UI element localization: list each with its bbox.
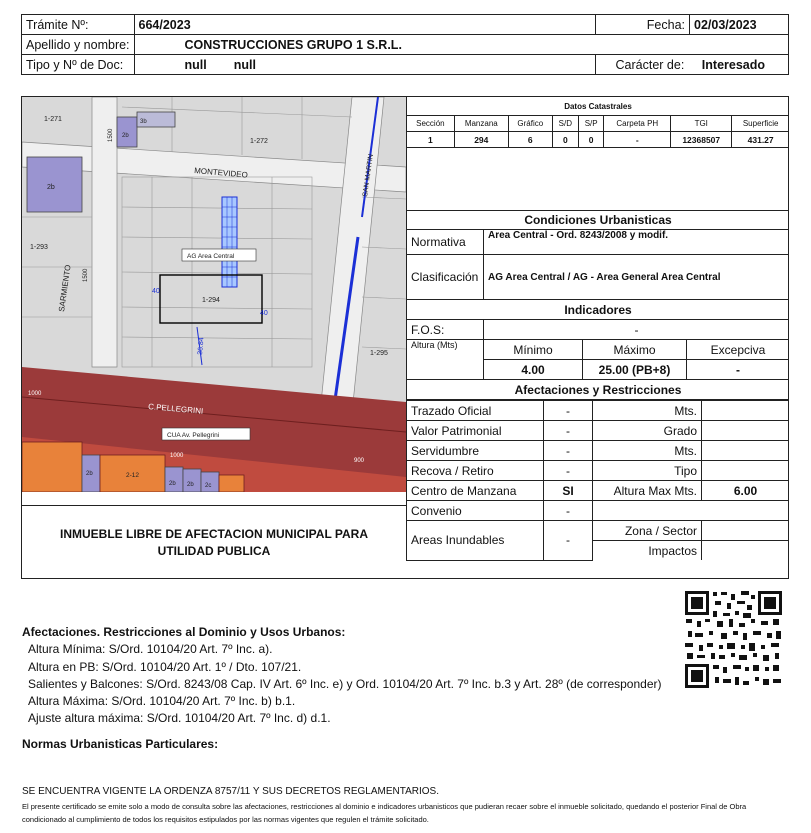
nombre-value: CONSTRUCCIONES GRUPO 1 S.R.L.	[134, 35, 788, 55]
impactos-blank	[702, 541, 790, 561]
map-label-1295: 1-295	[370, 350, 388, 357]
maximo-label: Máximo	[583, 340, 687, 360]
map-label-900: 900	[354, 458, 365, 464]
map-label-1271: 1-271	[44, 116, 62, 123]
afect-row-value: -	[544, 441, 593, 461]
excepcional-value: -	[687, 360, 790, 380]
map-label-ag-area: AG Area Central	[187, 253, 235, 260]
tramite-label: Trámite Nº:	[22, 15, 135, 35]
convenio-value: -	[544, 501, 593, 521]
catastro-title: Datos Catastrales	[407, 97, 790, 116]
cat-value-manzana: 294	[454, 132, 508, 148]
map-label-1500b: 1500	[83, 268, 89, 282]
centro-value: SI	[544, 481, 593, 501]
map-label-1500a: 1500	[108, 128, 114, 142]
qr-code	[683, 589, 784, 690]
minimo-value: 4.00	[484, 360, 583, 380]
maximo-value: 25.00 (PB+8)	[583, 360, 687, 380]
cat-header-manzana: Manzana	[454, 116, 508, 132]
restriccion-line: Altura Mínima: S/Ord. 10104/20 Art. 7º Inc. a).	[28, 642, 273, 657]
zone-label-2b-1: 2b	[47, 184, 55, 191]
cat-header-grafico: Gráfico	[508, 116, 552, 132]
doc-tipo: null	[184, 57, 207, 72]
altura-max-label: Altura Max Mts.	[593, 481, 702, 501]
map-label-40a: 40	[152, 288, 160, 295]
afect-row-value: -	[544, 401, 593, 421]
fecha-value: 02/03/2023	[690, 15, 789, 35]
afect-row-label: Recova / Retiro	[407, 461, 544, 481]
cat-header-tgi: TGI	[671, 116, 732, 132]
indicadores-title: Indicadores	[407, 300, 790, 320]
afect-row-unit: Grado	[593, 421, 702, 441]
zone-label-2c: 2c	[205, 483, 212, 489]
doc-values	[134, 55, 595, 75]
map-label-sarmiento: SARMIENTO	[57, 264, 73, 313]
restricciones-title: Afectaciones. Restricciones al Dominio y Usos Urbanos:	[22, 625, 346, 639]
convenio-blank	[593, 501, 790, 521]
fos-label: F.O.S:	[407, 320, 484, 340]
nombre-label: Apellido y nombre:	[22, 35, 135, 55]
convenio-label: Convenio	[407, 501, 544, 521]
afect-row-unit: Mts.	[593, 401, 702, 421]
afect-row-blank	[702, 461, 790, 481]
excepcional-label: Excepciva	[687, 340, 790, 360]
restricciones-section	[22, 624, 662, 728]
clasificacion-value: AG Area Central / AG - Area General Area Central	[484, 255, 790, 300]
doc-label: Tipo y Nº de Doc:	[22, 55, 135, 75]
impactos-label: Impactos	[593, 541, 702, 561]
cadastral-map-svg	[22, 97, 406, 492]
map-label-1272: 1-272	[250, 138, 268, 145]
map-label-212: 2-12	[126, 472, 140, 479]
centro-label: Centro de Manzana	[407, 481, 544, 501]
zona-blank	[702, 521, 790, 541]
map-label-40b: 40	[260, 310, 268, 317]
restriccion-line: Ajuste altura máxima: S/Ord. 10104/20 Art. 7º Inc. d) d.1.	[28, 711, 331, 726]
zone-label-2b-4: 2b	[169, 481, 176, 487]
normas-title: Normas Urbanisticas Particulares:	[22, 737, 219, 751]
cat-header-carpeta: Carpeta PH	[604, 116, 671, 132]
cat-value-carpeta: -	[604, 132, 671, 148]
afect-row-blank	[702, 421, 790, 441]
libre-afectacion-box	[22, 505, 406, 578]
map-label-1294: 1-294	[202, 297, 220, 304]
fos-value: -	[484, 320, 790, 340]
footer-vigente: SE ENCUENTRA VIGENTE LA ORDENZA 8757/11 Y SUS DECRETOS REGLAMENTARIOS.	[22, 786, 439, 797]
inundables-label: Areas Inundables	[407, 521, 544, 561]
afect-row-label: Servidumbre	[407, 441, 544, 461]
doc-numero: null	[233, 57, 256, 72]
afect-row-value: -	[544, 461, 593, 481]
data-panel	[406, 97, 789, 578]
zona-label: Zona / Sector	[593, 521, 702, 541]
restriccion-line: Altura en PB: S/Ord. 10104/20 Art. 1º / Dto. 107/21.	[28, 659, 302, 674]
cat-value-grafico: 6	[508, 132, 552, 148]
afect-row-value: -	[544, 421, 593, 441]
clasificacion-label: Clasificación	[407, 255, 484, 300]
zone-label-2b-3: 2b	[86, 471, 93, 477]
libre-afectacion-text: INMUEBLE LIBRE DE AFECTACION MUNICIPAL PARA UTILIDAD PUBLICA	[60, 527, 368, 558]
conditions-table	[406, 210, 789, 400]
cat-value-tgi: 12368507	[671, 132, 732, 148]
afect-row-label: Valor Patrimonial	[407, 421, 544, 441]
header-table	[21, 14, 789, 75]
map-label-1293: 1-293	[30, 244, 48, 251]
condiciones-title: Condiciones Urbanisticas	[407, 211, 790, 230]
normativa-value: Area Central - Ord. 8243/2008 y modif.	[484, 230, 790, 255]
cat-header-sp: S/P	[578, 116, 604, 132]
cat-value-sp: 0	[578, 132, 604, 148]
zone-label-3b: 3b	[140, 119, 147, 125]
altura-label: Altura (Mts)	[407, 340, 484, 380]
fecha-label: Fecha:	[595, 15, 689, 35]
tramite-value: 664/2023	[134, 15, 595, 35]
afectaciones-title: Afectaciones y Restricciones	[407, 380, 790, 400]
afect-row-blank	[702, 401, 790, 421]
altura-max-value: 6.00	[702, 481, 790, 501]
footer-disclaimer: El presente certificado se emite solo a modo de consulta sobre las afectaciones, restricciones al dominio e indicadores urbanisticos que pudieran recaer sobre el inmueble solicitado, quedando el posterior Final de Obra condicionado al cumplimiento de todos los requisitos estipulados por las normas vigentes que regulen el trámite solicitado.	[22, 802, 747, 824]
cat-header-sd: S/D	[552, 116, 578, 132]
caracter-label: Carácter de:	[615, 57, 685, 72]
afect-row-label: Trazado Oficial	[407, 401, 544, 421]
map-label-montevideo: MONTEVIDEO	[193, 166, 249, 180]
cat-header-superficie: Superficie	[732, 116, 789, 132]
cat-value-seccion: 1	[407, 132, 455, 148]
catastro-table	[406, 97, 789, 210]
normativa-label: Normativa	[407, 230, 484, 255]
afect-row-blank	[702, 441, 790, 461]
afect-row-unit: Tipo	[593, 461, 702, 481]
afect-row-unit: Mts.	[593, 441, 702, 461]
cadastral-map	[22, 97, 407, 492]
map-label-cua: CUA Av. Pellegrini	[167, 432, 220, 439]
map-label-1000a: 1000	[28, 391, 42, 397]
cat-value-sd: 0	[552, 132, 578, 148]
certificate-main-block	[21, 96, 789, 579]
catastro-blank	[407, 148, 790, 211]
minimo-label: Mínimo	[484, 340, 583, 360]
map-label-san-martin: SAN MARTIN	[362, 153, 375, 198]
caracter-value: Interesado	[701, 57, 766, 72]
cat-header-seccion: Sección	[407, 116, 455, 132]
zone-label-2b-2: 2b	[122, 133, 129, 139]
map-label-pellegrini: C.PELLEGRINI	[147, 402, 204, 416]
afectaciones-table	[406, 400, 789, 561]
caracter-cell	[595, 55, 788, 75]
restriccion-line: Altura Máxima: S/Ord. 10104/20 Art. 7º Inc. b) b.1.	[28, 694, 296, 709]
map-label-1000b: 1000	[170, 453, 184, 459]
inundables-value: -	[544, 521, 593, 561]
zone-label-2b-5: 2b	[187, 482, 194, 488]
cat-value-superficie: 431.27	[732, 132, 789, 148]
restriccion-line: Salientes y Balcones: S/Ord. 8243/08 Cap. IV Art. 6º Inc. e) y Ord. 10104/20 Art. 7º Inc. b.3 y Art. 28º (de corresponder)	[28, 676, 662, 691]
map-label-3684: 36.84	[197, 337, 206, 356]
